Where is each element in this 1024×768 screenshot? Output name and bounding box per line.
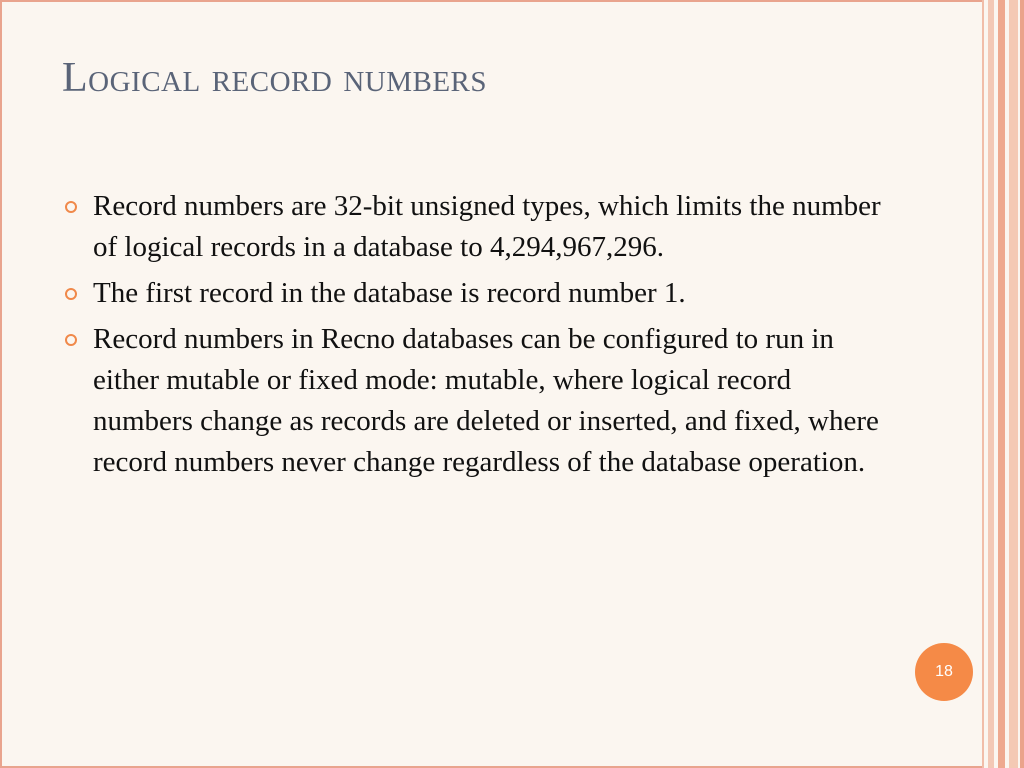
bullet-item: [62, 273, 892, 314]
bullet-item: [62, 186, 892, 268]
bullet-list: [62, 186, 892, 488]
stripe: [1009, 0, 1018, 768]
decorative-stripes: [982, 0, 1024, 768]
bullet-circle-icon: [65, 201, 77, 213]
bullet-circle-icon: [65, 334, 77, 346]
bullet-circle-icon: [65, 288, 77, 300]
bullet-item: [62, 319, 892, 483]
slide-title: Logical record numbers: [62, 55, 488, 101]
bullet-text: Record numbers are 32-bit unsigned types, which limits the number of logical records in a database to 4,294,967,296.: [93, 190, 881, 263]
bullet-text: The first record in the database is record number 1.: [93, 277, 686, 309]
stripe: [1020, 0, 1024, 768]
stripe: [988, 0, 994, 768]
bullet-text: Record numbers in Recno databases can be configured to run in either mutable or fixed mode: mutable, where logical record numbers change as records are deleted or inserted, and fixed, where record numbers never change regardless of the database operation.: [93, 323, 879, 478]
page-number-badge: 18: [915, 643, 973, 701]
stripe: [982, 0, 984, 768]
top-border: [0, 0, 982, 2]
stripe: [998, 0, 1005, 768]
left-border: [0, 0, 2, 768]
